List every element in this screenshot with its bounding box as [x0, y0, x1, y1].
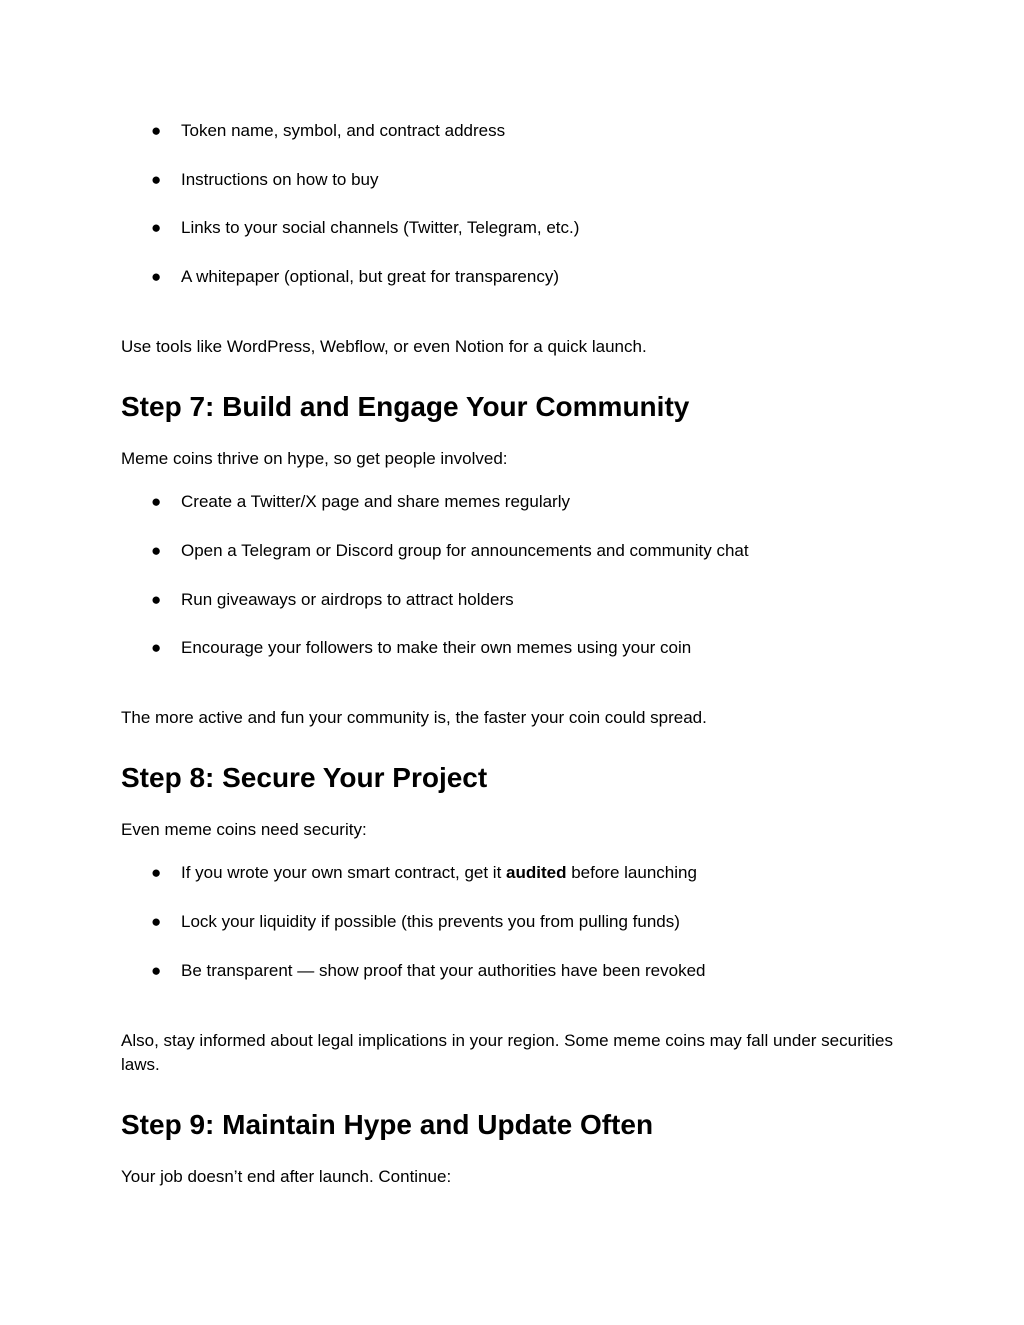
- list-item: [151, 960, 705, 982]
- heading-step-8: Step 8: Secure Your Project: [121, 762, 488, 793]
- paragraph-tools: Use tools like WordPress, Webflow, or even Notion for a quick launch.: [121, 337, 647, 356]
- bullet-icon: ●: [151, 218, 162, 237]
- bullet-icon: ●: [151, 590, 162, 609]
- bullet-icon: ●: [151, 863, 162, 882]
- list-item-text: Be transparent — show proof that your authorities have been revoked: [181, 961, 706, 980]
- paragraph-step-7-intro: Meme coins thrive on hype, so get people involved:: [121, 449, 508, 468]
- list-item-text: Encourage your followers to make their own memes using your coin: [181, 638, 692, 657]
- list-item: [151, 266, 559, 288]
- paragraph-step-7-outro: The more active and fun your community is, the faster your coin could spread.: [121, 708, 707, 727]
- list-item: [151, 637, 691, 659]
- bullet-icon: ●: [151, 638, 162, 657]
- list-item-text: Token name, symbol, and contract address: [181, 121, 506, 140]
- list-item-text: Open a Telegram or Discord group for announcements and community chat: [181, 541, 749, 560]
- list-item: [151, 169, 379, 191]
- bullet-icon: ●: [151, 267, 162, 286]
- list-item: [151, 120, 505, 142]
- list-item-text: If you wrote your own smart contract, get it: [181, 863, 507, 882]
- list-item: [151, 862, 697, 884]
- bullet-icon: ●: [151, 961, 162, 980]
- heading-step-7: Step 7: Build and Engage Your Community: [121, 391, 690, 422]
- paragraph-step-9-intro: Your job doesn’t end after launch. Continue:: [121, 1167, 452, 1186]
- bullet-icon: ●: [151, 541, 162, 560]
- list-item-text: before launching: [566, 863, 697, 882]
- list-item-text: Run giveaways or airdrops to attract holders: [181, 590, 514, 609]
- list-item: [151, 911, 680, 933]
- bullet-icon: ●: [151, 912, 162, 931]
- paragraph-step-8-outro: Also, stay informed about legal implications in your region. Some meme coins may fall under securities laws.: [121, 1031, 893, 1074]
- list-item-text: Instructions on how to buy: [181, 170, 379, 189]
- list-item: [151, 217, 579, 239]
- list-item: [151, 589, 514, 611]
- heading-step-9: Step 9: Maintain Hype and Update Often: [121, 1109, 654, 1140]
- list-item-text: Create a Twitter/X page and share memes regularly: [181, 492, 570, 511]
- paragraph-step-8-intro: Even meme coins need security:: [121, 820, 367, 839]
- list-item: [151, 491, 570, 513]
- list-item-text: Links to your social channels (Twitter, Telegram, etc.): [181, 218, 580, 237]
- list-item-text: Lock your liquidity if possible (this prevents you from pulling funds): [181, 912, 680, 931]
- bullet-icon: ●: [151, 170, 162, 189]
- bullet-icon: ●: [151, 121, 162, 140]
- list-item-text: A whitepaper (optional, but great for transparency): [181, 267, 559, 286]
- list-item: [151, 540, 749, 562]
- emphasis-audited: audited: [506, 863, 567, 882]
- bullet-icon: ●: [151, 492, 162, 511]
